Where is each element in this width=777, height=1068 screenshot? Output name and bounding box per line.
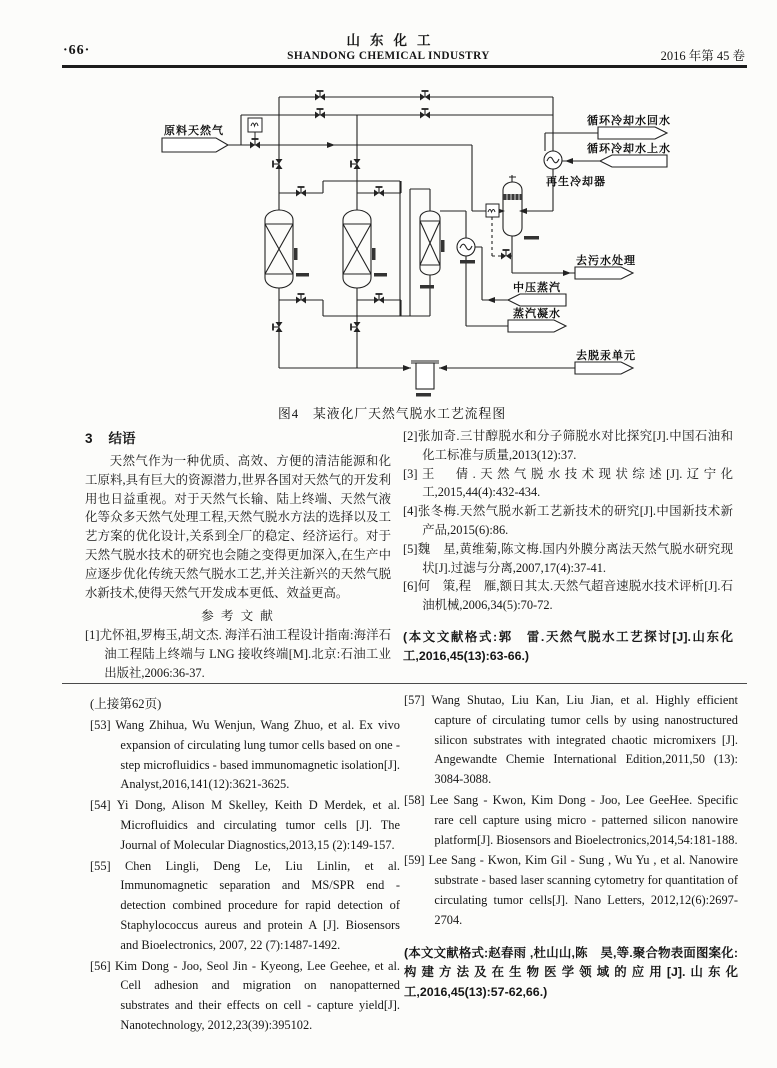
issue-volume: 2016 年第 45 卷 [660, 49, 745, 63]
feed-control-valve [250, 139, 260, 149]
article-right-column [403, 427, 733, 667]
reference-item: [54] Yi Dong, Alison M Skelley, Keith D Merdek, et al. Microfluidics and circulating tumor cells [J]. The Journal of Molecular Diagnostics,2013,15 (2):149-157. [90, 798, 400, 852]
reference-item: [3]王 倩.天然气脱水技术现状综述[J].辽宁化工,2015,44(4):432-434. [403, 466, 733, 500]
level-instrument [486, 204, 499, 217]
feed-flag [162, 138, 228, 152]
to-sewage-label: 去污水处理 [576, 255, 636, 267]
reference-item: [56] Kim Dong - Joo, Seol Jin - Kyeong, Lee Geehee, et al. Cell adhesion and migration on nanopatterned substrates and their effects on cell - capture yield[J]. Nanotechnology, 2012,23(39):395102. [90, 958, 400, 1032]
dust-filter [411, 361, 439, 397]
regen-cooler-exchanger [544, 151, 562, 169]
reference-item: [1]尤怀祖,罗梅玉,胡文杰. 海洋石油工程设计指南:海洋石油工程陆上终端与 LNG 接收终端[M].北京:石油工业出版社,2006:36-37. [85, 628, 391, 680]
regen-cooler-label: 再生冷却器 [546, 176, 606, 188]
reference-item: [53] Wang Zhihua, Wu Wenjun, Wang Zhuo, et al. Ex vivo expansion of circulating lung tumor cells based on one - step microfluidics - based immunomagnetic isolation[J]. Analyst,2016,141(12):3621-3625. [90, 718, 400, 792]
mp-steam-label: 中压蒸汽 [513, 282, 561, 294]
section-title: 结语 [108, 431, 136, 446]
adsorber-tower-a [265, 210, 309, 288]
steam-condensate-label: 蒸汽凝水 [513, 308, 561, 320]
line-valves [273, 91, 430, 332]
feed-label: 原料天然气 [164, 125, 224, 137]
steam-condensate-flag [508, 320, 566, 332]
reference-item: [57] Wang Shutao, Liu Kan, Liu Jian, et al. Highly efficient capture of circulating tumor cells by using nanostructured silicon substrates with integrated chaotic micromixers [J]. Angewandte Chemie International Edition,2011,50 (13): 3084-3088. [404, 693, 738, 787]
to-sewage-flag [575, 267, 633, 279]
cooling-supply-label: 循环冷却水上水 [587, 143, 671, 155]
continued-citation-format-note: (本文文献格式:赵春雨 ,杜山山,陈 昊,等.聚合物表面图案化:构建方法及在生物医学领域的应用[J].山东化工,2016,45(13):57-62,66.) [404, 945, 738, 999]
cooling-supply-flag [600, 155, 667, 167]
stream-labels [164, 113, 671, 362]
continued-right-column [404, 691, 738, 1002]
citation-format-note: (本文文献格式:郭 雷.天然气脱水工艺探讨[J].山东化工,2016,45(13):63-66.) [403, 629, 733, 664]
to-next-unit-label: 去脱汞单元 [576, 350, 636, 362]
regen-gas-column [420, 211, 445, 289]
reference-item: [2]张加奇.三甘醇脱水和分子筛脱水对比探究[J].中国石油和化工标准与质量,2013(12):37. [403, 429, 733, 462]
references-list-left [85, 626, 391, 682]
reference-item: [5]魏 星,黄维菊,陈文梅.国内外膜分离法天然气脱水研究现状[J].过滤与分离,2007,17(4):37-41. [403, 541, 733, 575]
article-left-column [85, 427, 391, 683]
references-list-right [403, 427, 733, 615]
continued-references-left [90, 716, 400, 1036]
journal-name-en: SHANDONG CHEMICAL INDUSTRY [287, 50, 490, 62]
header-rule [62, 65, 747, 68]
section-number: 3 [85, 431, 93, 446]
section-heading [85, 427, 391, 447]
page-number: ·66· [63, 43, 91, 58]
reference-item: [59] Lee Sang - Kwon, Kim Gil - Sung , Wu Yu , et al. Nanowire substrate - based laser scanning cytometry for quantitation of circulating tumor cells[J]. Nano Letters, 2012,12(6):2697-2704. [404, 853, 738, 927]
section-divider [62, 683, 747, 684]
reference-item: [58] Lee Sang - Kwon, Kim Dong - Joo, Lee GeeHee. Specific rare cell capture using micro - patterned silicon nanowire platform[J]. Biosensors and Bioelectronics,2014,54:181-188. [404, 792, 738, 847]
reference-item: [6]何 策,程 雁,额日其太.天然气超音速脱水技术评析[J].石油机械,2006,34(5):70-72. [403, 579, 733, 613]
references-heading: 参 考 文 献 [201, 609, 275, 624]
conclusion-paragraph: 天然气作为一种优质、高效、方便的清洁能源和化工原料,具有巨大的资源潜力,世界各国对天然气的开发利用也日益重视。对于天然气长输、陆上终端、天然气液化等众多天然气处理工程,天然气脱水方法的选择以及工艺方案的优化设计,关系到全厂的稳定、经济运行。对于天然气脱水技术的研究也会随之变得更加深入,在生产中应逐步优化传统天然气脱水工艺,并关注新兴的天然气脱水新技术,使得天然气开发成本更低、效益更高。 [85, 454, 391, 600]
feed-instrument [248, 118, 262, 139]
continued-from-note: (上接第62页) [90, 697, 162, 711]
reference-item: [55] Chen Lingli, Deng Le, Liu Linlin, et al. Immunomagnetic separation and MS/SPR end - detection combined procedure for rapid detection of Staphylococcus aureus and protein A [J]. Biosensors and Bioelectronics, 2007, 22 (7):1487-1492. [90, 858, 400, 952]
drain-valve [501, 250, 511, 260]
cooling-return-flag [598, 127, 667, 139]
reference-item: [4]张冬梅.天然气脱水新工艺新技术的研究[J].中国新技术新产品,2015(6):86. [403, 504, 733, 537]
flow-arrows [327, 142, 573, 371]
cooling-return-label: 循环冷却水回水 [587, 115, 671, 127]
mp-steam-flag [508, 294, 566, 306]
continued-references-right [404, 691, 738, 931]
journal-name-cn: 山东化工 [346, 33, 441, 48]
stream-flags [162, 127, 667, 374]
figure-caption: 图4 某液化厂天然气脱水工艺流程图 [278, 407, 507, 421]
adsorber-tower-b [343, 210, 387, 288]
continued-left-column [90, 691, 400, 1037]
to-next-unit-flag [575, 362, 633, 374]
process-flow-diagram [70, 80, 770, 425]
